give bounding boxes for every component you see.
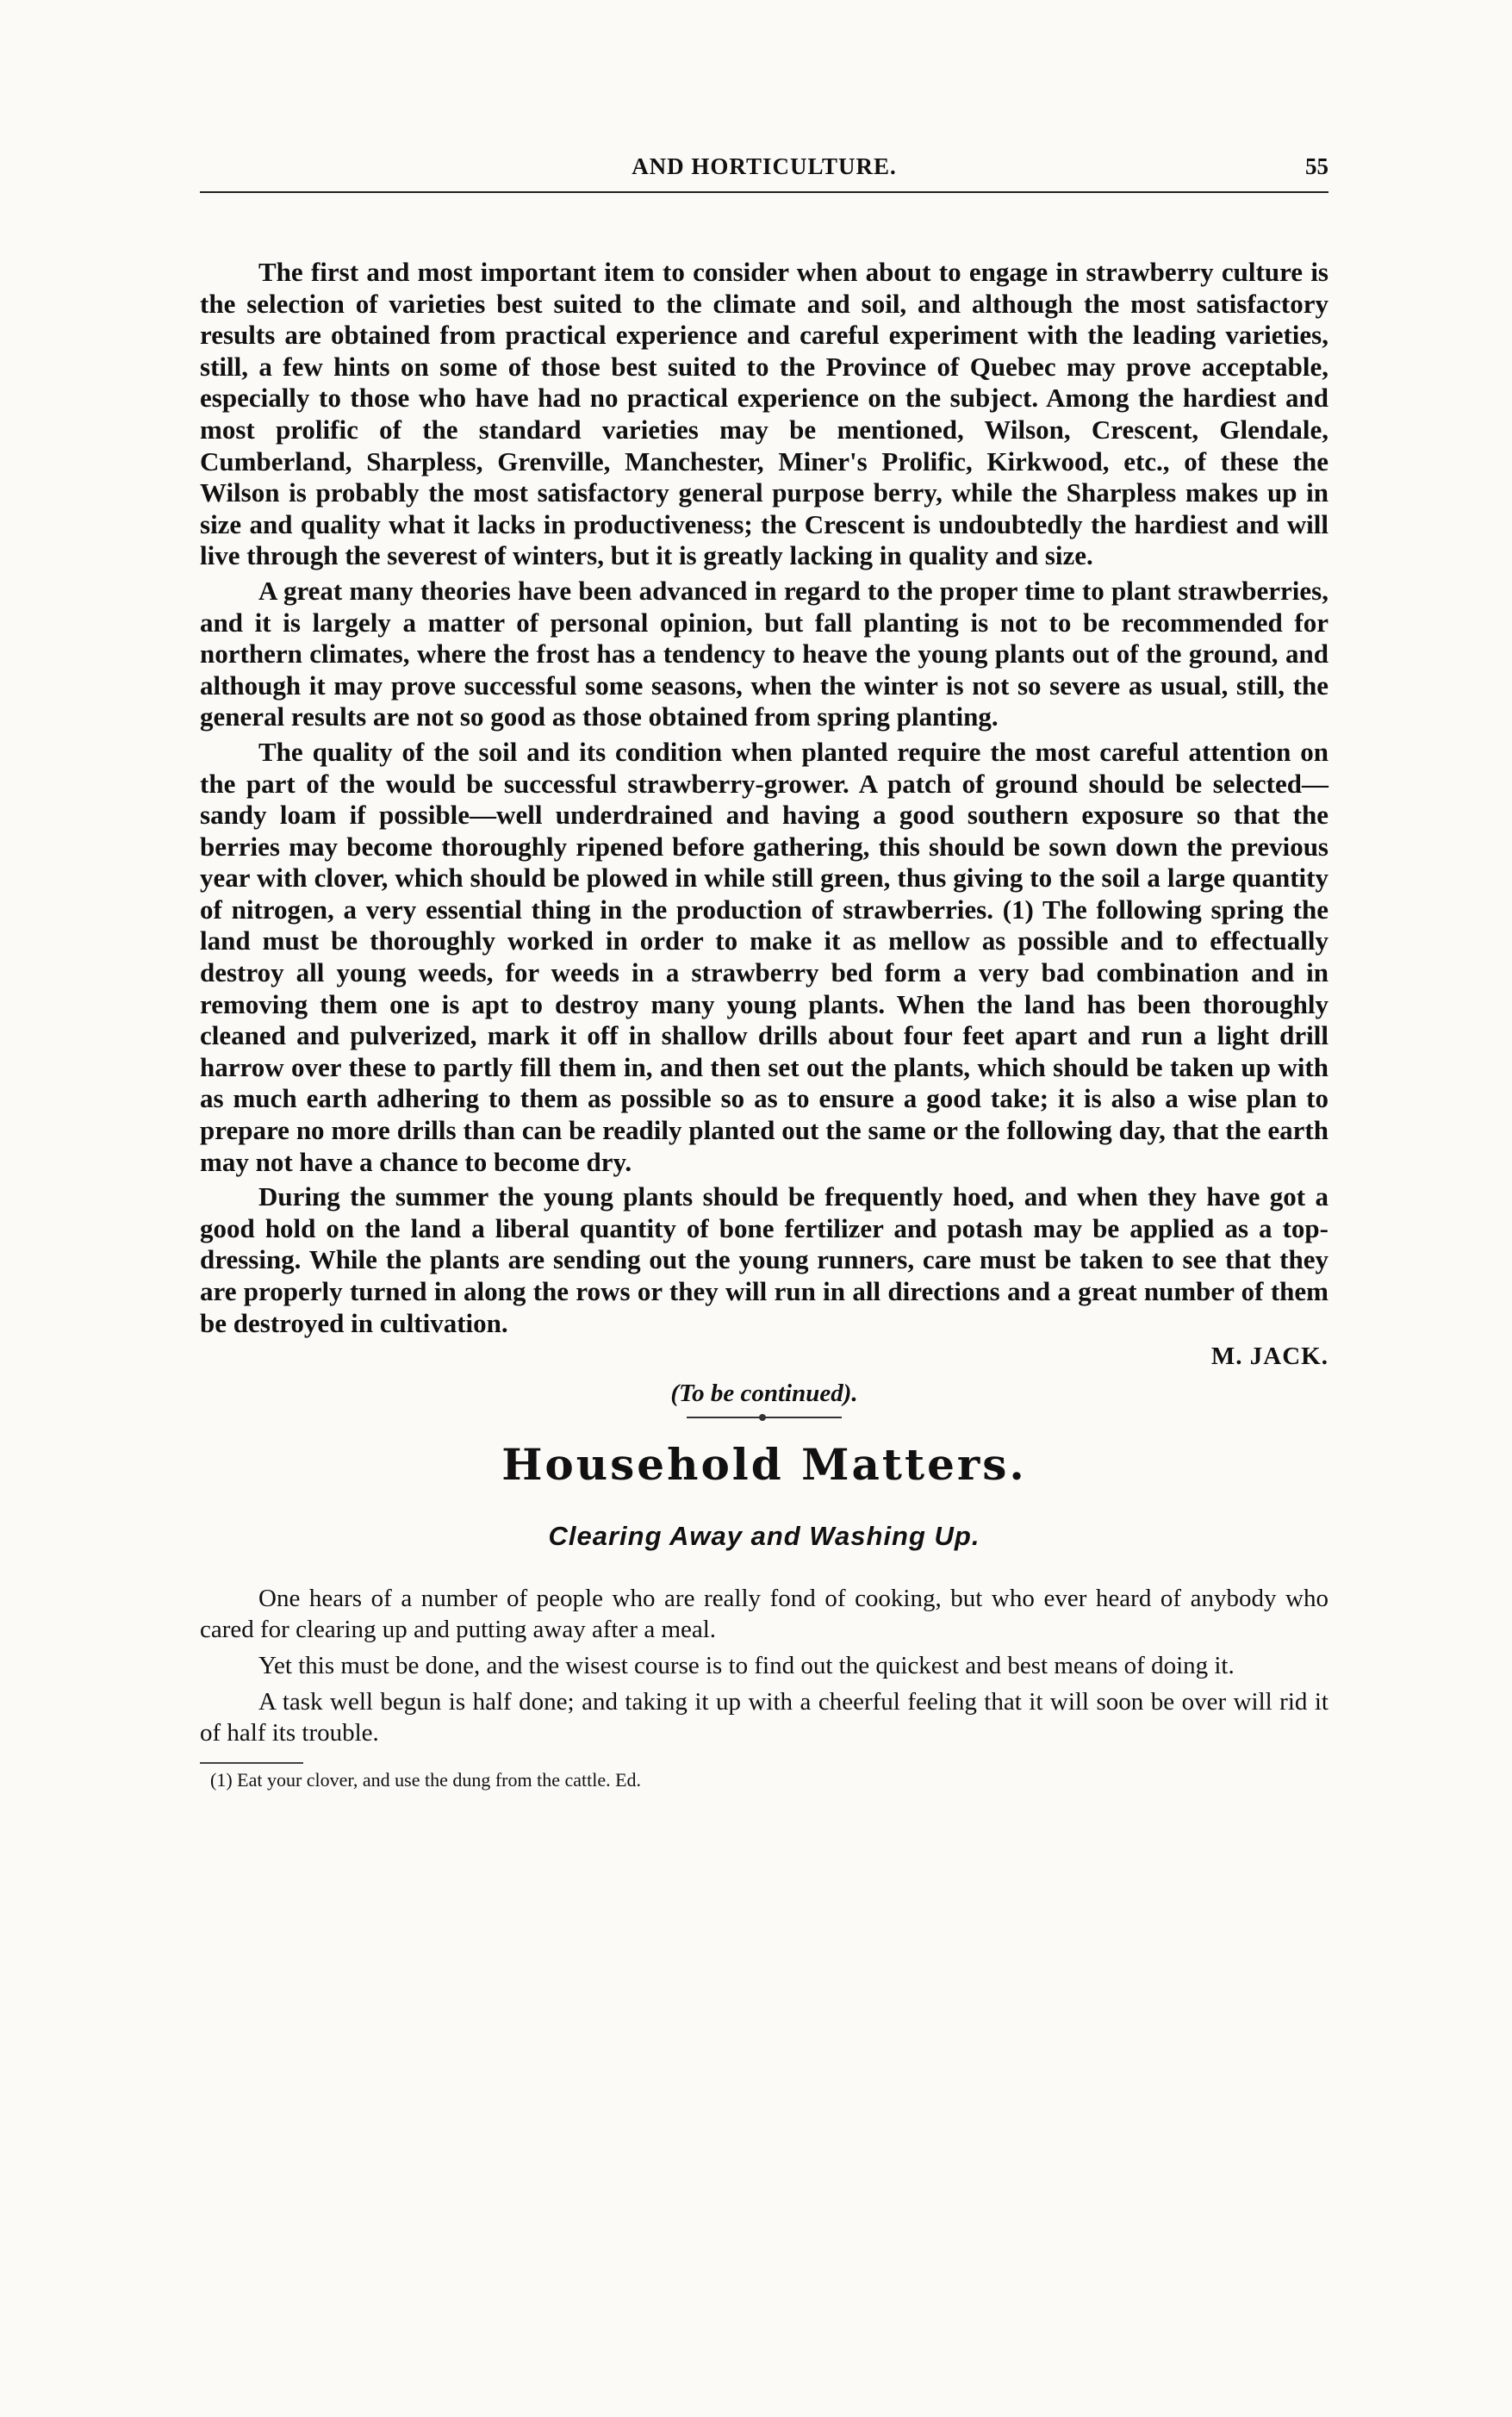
subsection-title: Clearing Away and Washing Up. xyxy=(548,1521,980,1552)
header-rule xyxy=(200,191,1328,193)
ornamental-rule xyxy=(687,1417,842,1418)
to-be-continued: (To be continued). xyxy=(670,1380,858,1408)
footnote-rule xyxy=(200,1762,303,1764)
author-signature: M. JACK. xyxy=(1210,1342,1328,1371)
article-paragraph-3: The quality of the soil and its condition when planted require the most careful attention on the part of the would be successful strawberry-grower. A patch of ground should be selected—sandy loam if possible—well underdrained and having a good southern exposure so that the berries may become thoroughly ripened before gathering, this should be sown down the previous year with clover, which should be plowed in while still green, thus giving to the soil a large quantity of nitrogen, a very essential thing in the production of strawberries. (1) The following spring the land must be thoroughly worked in order to make it as mellow as possible and to effectually destroy all young weeds, for weeds in a strawberry bed form a very bad combination and in removing them one is apt to destroy many young plants. When the land has been thoroughly cleaned and pulverized, mark it off in shallow drills about four feet apart and run a light drill harrow over these to partly fill them in, and then set out the plants, which should be taken up with as much earth adhering to them as possible so as to ensure a good take; it is also a wise plan to prepare no more drills than can be readily planted out the same or the following day, that the earth may not have a chance to become dry. xyxy=(200,736,1328,1177)
page-number: 55 xyxy=(1305,153,1328,179)
strawberry-article xyxy=(200,257,1328,1418)
household-paragraph-3: A task well begun is half done; and taking it up with a cheerful feeling that it will soon be over will rid it of half its trouble. xyxy=(200,1688,1328,1747)
footnote: (1) Eat your clover, and use the dung from the cattle. Ed. xyxy=(210,1769,642,1791)
household-section xyxy=(200,1439,1328,1748)
section-title: Household Matters. xyxy=(501,1439,1027,1491)
page-header xyxy=(200,153,1328,198)
article-paragraph-1: The first and most important item to consider when about to engage in strawberry culture is the selection of varieties best suited to the climate and soil, and although the most satisfactory results are obtained from practical experience and careful experiment with the leading varieties, still, a few hints on some of those best suited to the Province of Quebec may prove acceptable, especially to those who have had no practical experience on the subject. Among the hardiest and most prolific of the standard varieties may be mentioned, Wilson, Crescent, Glendale, Cumberland, Sharpless, Grenville, Manchester, Miner's Prolific, Kirkwood, etc., of these the Wilson is probably the most satisfactory general purpose berry, while the Sharpless makes up in size and quality what it lacks in productiveness; the Crescent is undoubtedly the hardiest and will live through the severest of winters, but it is greatly lacking in quality and size. xyxy=(200,257,1328,571)
article-paragraph-2: A great many theories have been advanced in regard to the proper time to plant strawberries, and it is largely a matter of personal opinion, but fall planting is not to be recommended for northern climates, where the frost has a tendency to heave the young plants out of the ground, and although it may prove successful some seasons, when the winter is not so severe as usual, still, the general results are not so good as those obtained from spring planting. xyxy=(200,575,1328,732)
article-paragraph-4: During the summer the young plants should be frequently hoed, and when they have got a good hold on the land a liberal quantity of bone fertilizer and potash may be applied as a top-dressing. While the plants are sending out the young runners, care must be taken to see that they are properly turned in along the rows or they will run in all directions and a great number of them be destroyed in cultivation. xyxy=(200,1181,1328,1338)
household-paragraph-2: Yet this must be done, and the wisest course is to find out the quickest and best means of doing it. xyxy=(258,1652,1235,1680)
household-paragraph-1: One hears of a number of people who are really fond of cooking, but who ever heard of anybody who cared for clearing up and putting away after a meal. xyxy=(200,1585,1328,1644)
running-title: AND HORTICULTURE. xyxy=(632,153,897,179)
page-body xyxy=(200,257,1328,1791)
